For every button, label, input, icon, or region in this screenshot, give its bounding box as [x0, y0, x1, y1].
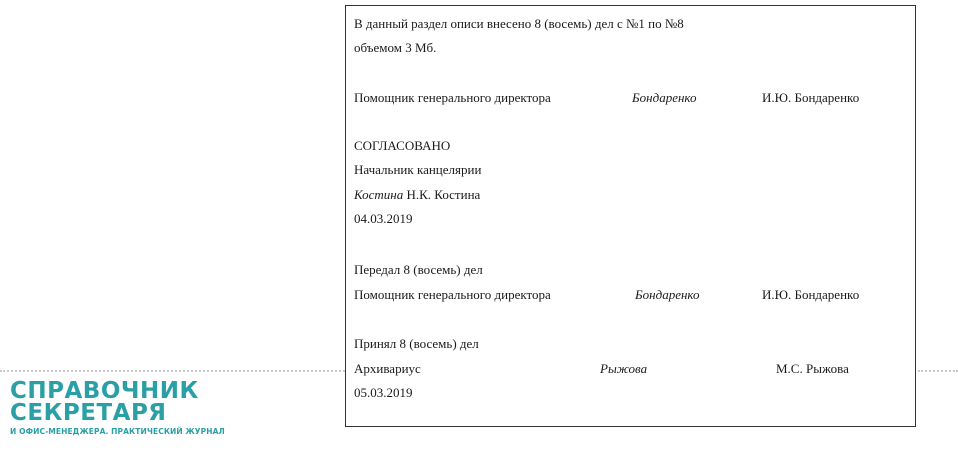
handed-signature: Бондаренко — [635, 287, 700, 302]
approved-heading: СОГЛАСОВАНО — [354, 138, 451, 153]
received-signature: Рыжова — [600, 361, 648, 376]
document-frame — [345, 5, 916, 427]
approved-name: Н.К. Костина — [406, 187, 481, 202]
assistant-name: И.Ю. Бондаренко — [762, 90, 860, 105]
approved-signature-line — [354, 187, 480, 203]
dotted-divider-right — [918, 370, 958, 372]
approved-signature: Костина — [354, 187, 404, 202]
dotted-divider-left — [0, 370, 345, 372]
handed-name: И.Ю. Бондаренко — [762, 287, 860, 302]
approved-position: Начальник канцелярии — [354, 162, 482, 177]
handed-position: Помощник генерального директора — [354, 287, 551, 302]
journal-logo — [10, 380, 225, 436]
assistant-signature: Бондаренко — [632, 90, 697, 105]
intro-line-2: объемом 3 Мб. — [354, 40, 437, 55]
logo-line-1: СПРАВОЧНИК — [10, 378, 199, 404]
assistant-position: Помощник генерального директора — [354, 90, 551, 105]
received-position: Архивариус — [354, 361, 421, 376]
handed-text: Передал 8 (восемь) дел — [354, 262, 483, 277]
received-name: М.С. Рыжова — [776, 361, 849, 376]
logo-subtitle: И ОФИС-МЕНЕДЖЕРА. ПРАКТИЧЕСКИЙ ЖУРНАЛ — [10, 427, 225, 436]
intro-line-1: В данный раздел описи внесено 8 (восемь) дел с №1 по №8 — [354, 16, 684, 31]
received-text: Принял 8 (восемь) дел — [354, 336, 479, 351]
received-date: 05.03.2019 — [354, 385, 413, 400]
approved-date: 04.03.2019 — [354, 211, 413, 226]
logo-line-2: СЕКРЕТАРЯ — [10, 400, 167, 426]
